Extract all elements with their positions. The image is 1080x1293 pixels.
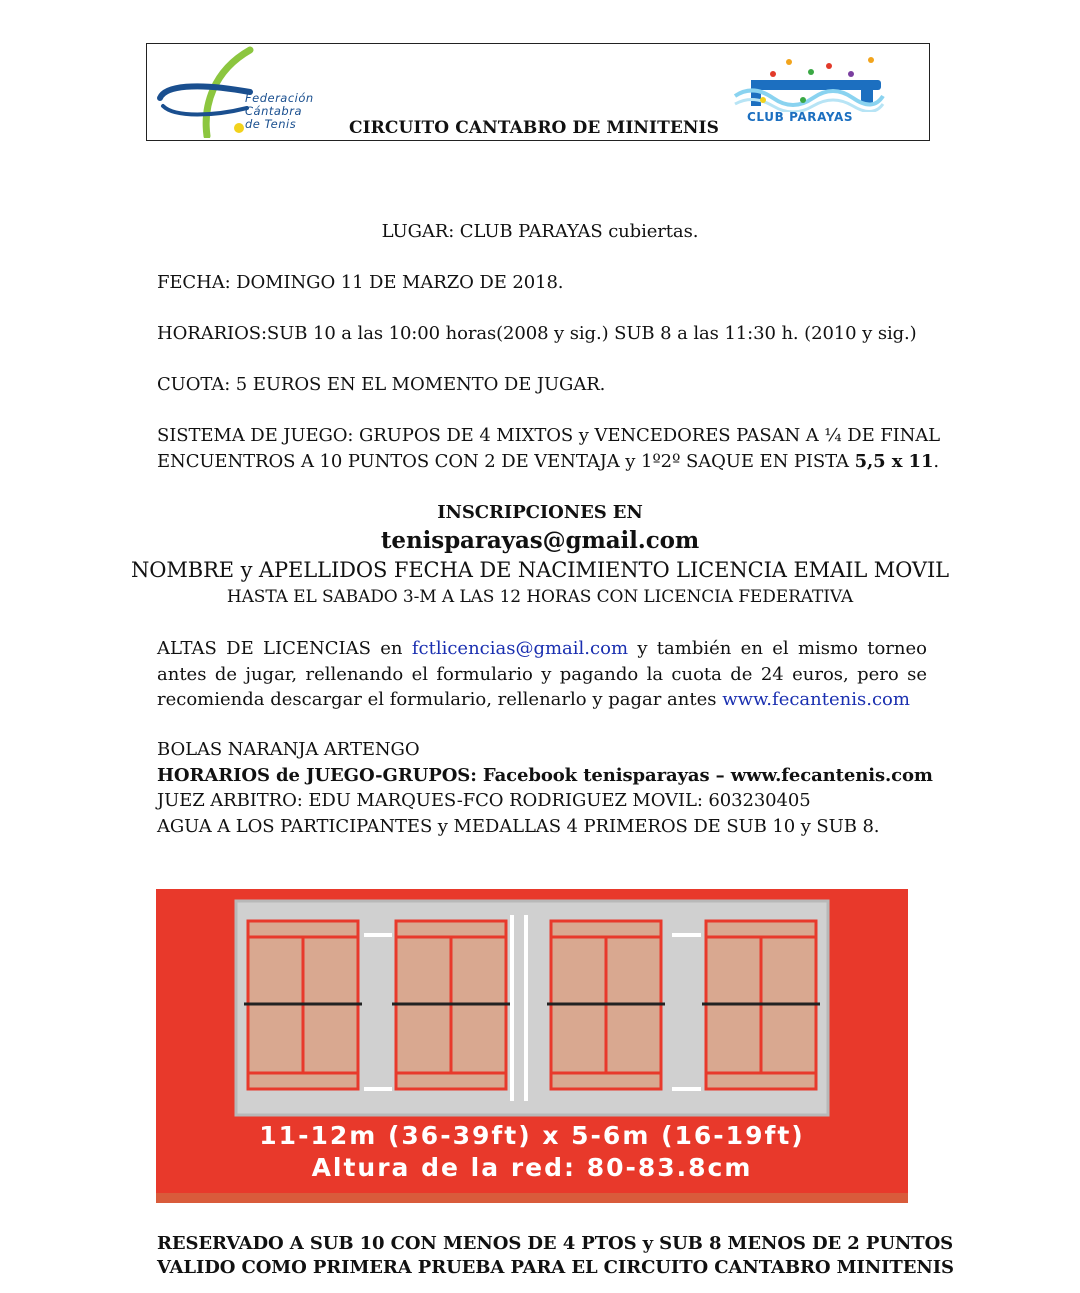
- footer-line-2: VALIDO COMO PRIMERA PRUEBA PARA EL CIRCUITO CANTABRO MINITENIS: [157, 1257, 954, 1278]
- club-parayas-logo-icon: [733, 54, 885, 112]
- inscripciones-email[interactable]: tenisparayas@gmail.com: [380, 527, 700, 554]
- inscripciones-plazo: HASTA EL SABADO 3-M A LAS 12 HORAS CON LICENCIA FEDERATIVA: [226, 587, 854, 607]
- court-caption-dimensions: 11-12m (36-39ft) x 5-6m (16-19ft): [259, 1121, 805, 1150]
- sistema-line-1: SISTEMA DE JUEGO: GRUPOS DE 4 MIXTOS y VENCEDORES PASAN A ¼ DE FINAL: [157, 425, 941, 446]
- cuota-line: CUOTA: 5 EUROS EN EL MOMENTO DE JUGAR.: [157, 374, 606, 395]
- club-parayas-logo-text: CLUB PARAYAS: [747, 110, 854, 124]
- header-title: CIRCUITO CANTABRO DE MINITENIS: [349, 118, 719, 138]
- sistema-line-2-text: ENCUENTROS A 10 PUNTOS CON 2 DE VENTAJA y 1º2º SAQUE EN PISTA: [157, 451, 855, 472]
- header-box: [146, 43, 930, 141]
- fct-logo-line-2: Cántabra: [245, 104, 302, 118]
- fecantenis-web-link[interactable]: www.fecantenis.com: [722, 689, 910, 710]
- court-caption-net-height: Altura de la red: 80-83.8cm: [311, 1153, 753, 1182]
- fecha-line: FECHA: DOMINGO 11 DE MARZO DE 2018.: [157, 272, 564, 293]
- sistema-line-2: [157, 451, 939, 472]
- lugar-line: LUGAR: CLUB PARAYAS cubiertas.: [381, 221, 699, 242]
- fctlicencias-email-link[interactable]: fctlicencias@gmail.com: [411, 638, 629, 659]
- altas-text-middle: y también en el mismo torneo antes de jugar, rellenando el formulario y pagando la cuota de 24 euros, pero se recomienda descargar el formulario, rellenarlo y pagar antes: [157, 638, 927, 710]
- inscripciones-datos: NOMBRE y APELLIDOS FECHA DE NACIMIENTO LICENCIA EMAIL MOVIL: [130, 558, 950, 582]
- horarios-line: HORARIOS:SUB 10 a las 10:00 horas(2008 y sig.) SUB 8 a las 11:30 h. (2010 y sig.): [157, 323, 917, 344]
- sistema-line-2-end: .: [933, 451, 940, 472]
- pista-size: 5,5 x 11: [854, 451, 934, 472]
- footer-line-1: RESERVADO A SUB 10 CON MENOS DE 4 PTOS y SUB 8 MENOS DE 2 PUNTOS: [157, 1233, 954, 1254]
- fct-logo-line-1: Federación: [245, 91, 314, 105]
- altas-text-start: ALTAS DE LICENCIAS en: [157, 638, 412, 659]
- juez-line: JUEZ ARBITRO: EDU MARQUES-FCO RODRIGUEZ MOVIL: 603230405: [157, 790, 811, 811]
- bolas-line: BOLAS NARANJA ARTENGO: [157, 739, 420, 760]
- fct-logo-line-3: de Tenis: [245, 117, 297, 131]
- altas-paragraph: [157, 636, 927, 713]
- minitenis-court-image: [156, 889, 908, 1203]
- horarios-juego-line: HORARIOS de JUEGO-GRUPOS: Facebook tenisparayas – www.fecantenis.com: [157, 765, 933, 786]
- agua-line: AGUA A LOS PARTICIPANTES y MEDALLAS 4 PRIMEROS DE SUB 10 y SUB 8.: [157, 816, 880, 837]
- inscripciones-title: INSCRIPCIONES EN: [437, 502, 643, 523]
